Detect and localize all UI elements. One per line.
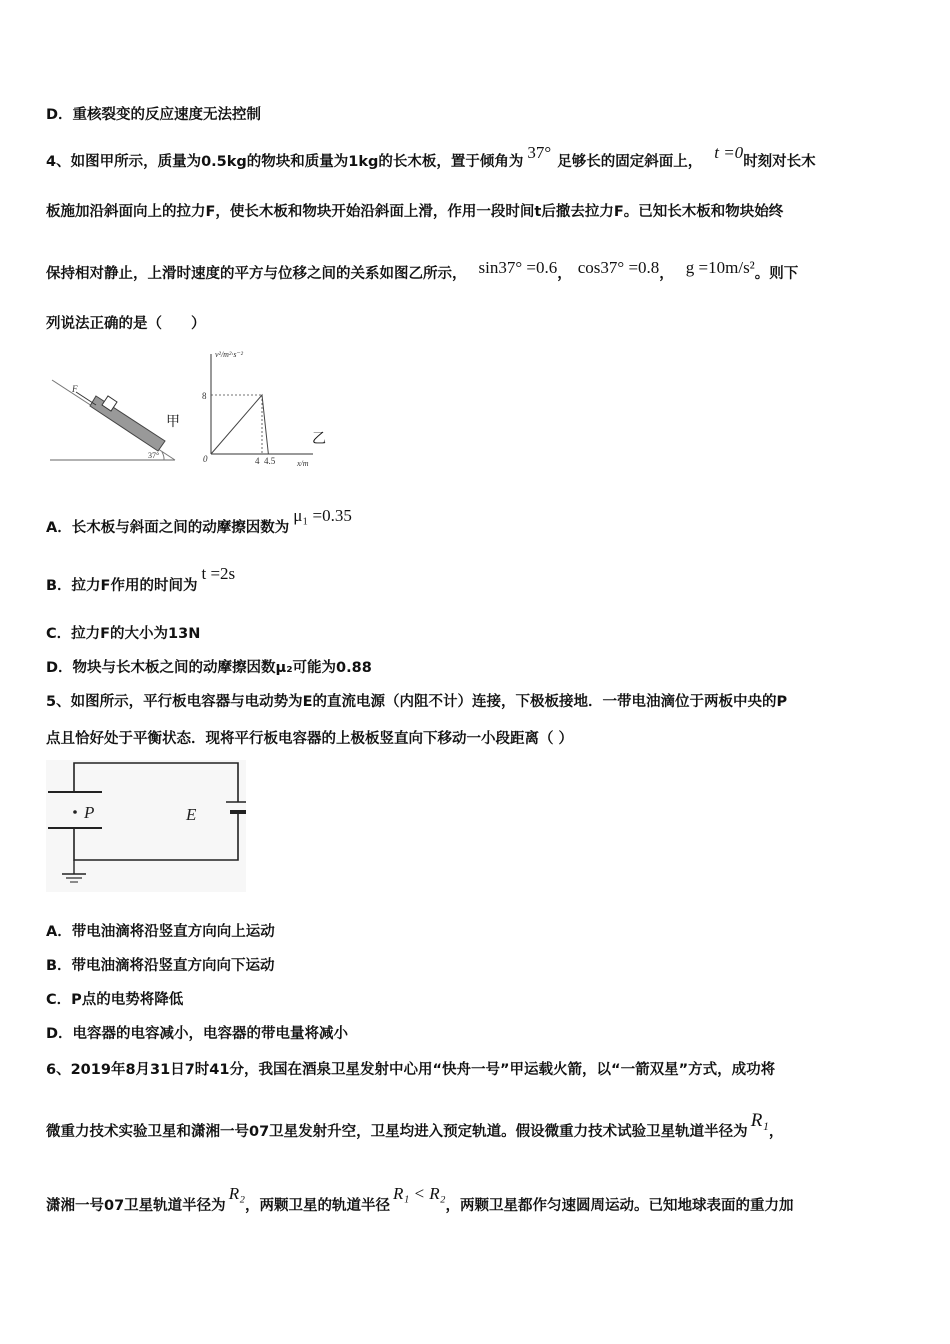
q6-line-3	[46, 1184, 794, 1215]
q4-sep-1: ，	[557, 266, 572, 282]
q4-option-a	[46, 506, 352, 537]
prev-option-d: D．重核裂变的反应速度无法控制	[46, 107, 262, 123]
q4-option-a-math: μ₁ =0.35	[293, 506, 352, 525]
q6-l3a: 潇湘一号07卫星轨道半径为	[46, 1198, 226, 1214]
point-p-label: P	[84, 803, 95, 822]
q5-option-c: C．P点的电势将降低	[46, 992, 184, 1008]
figure-label-yi: 乙	[312, 431, 326, 447]
q4-l3a: 保持相对静止，上滑时速度的平方与位移之间的关系如图乙所示，	[46, 266, 467, 282]
q6-line-1: 6、2019年8月31日7时41分，我国在酒泉卫星发射中心用“快舟一号”甲运载火箭，以“一箭双星”方式，成功将	[46, 1062, 776, 1078]
oil-drop	[73, 810, 77, 814]
force-arrow	[76, 392, 96, 405]
long-board	[90, 396, 165, 451]
q4-l1c: 时刻对长木	[743, 154, 816, 170]
q4-cos: cos37° =0.8	[577, 258, 660, 277]
q5-line-1: 5、如图所示，平行板电容器与电动势为E的直流电源（内阻不计）连接，下极板接地．一带电油滴位于两板中央的P	[46, 694, 788, 710]
q6-line-2	[46, 1110, 784, 1142]
q4-option-b-text: B．拉力F作用的时间为	[46, 578, 198, 594]
force-label: F	[72, 384, 78, 394]
angle-label: 37°	[148, 451, 160, 460]
q4-l1a: 4、如图甲所示，质量为0.5kg的物块和质量为1kg的长木板，置于倾角为	[46, 154, 524, 170]
y-axis-label: v²/m²·s⁻²	[215, 350, 244, 359]
tick-4: 4	[255, 456, 260, 466]
v2-x-line	[211, 395, 268, 454]
tick-4-5: 4.5	[264, 456, 276, 466]
capacitor-circuit	[46, 760, 246, 892]
q4-option-b-math: t =2s	[201, 564, 236, 583]
q4-angle: 37°	[527, 143, 552, 162]
q4-option-d: D．物块与长木板之间的动摩擦因数μ₂可能为0.88	[46, 660, 372, 676]
tick-8: 8	[202, 391, 207, 401]
q4-g: g =10m/s²	[685, 258, 755, 277]
q4-l3b: 。则下	[754, 266, 799, 282]
q6-r2: R₂	[228, 1184, 245, 1203]
q6-l3b: ，两颗卫星的轨道半径	[244, 1198, 390, 1214]
q5-option-b: B．带电油滴将沿竖直方向向下运动	[46, 958, 275, 974]
q4-t0: t =0	[714, 143, 744, 162]
q6-r1: R₁	[750, 1110, 769, 1131]
q4-line-4: 列说法正确的是（ ）	[46, 316, 206, 332]
q5-option-a: A．带电油滴将沿竖直方向向上运动	[46, 924, 275, 940]
q4-option-c: C．拉力F的大小为13N	[46, 626, 201, 642]
emf-label: E	[186, 805, 197, 824]
q6-l2-text: 微重力技术实验卫星和潇湘一号07卫星发射升空，卫星均进入预定轨道。假设微重力技术试验卫星轨道半径为	[46, 1124, 748, 1140]
q5-option-d: D．电容器的电容减小，电容器的带电量将减小	[46, 1026, 349, 1042]
figure-label-jia: 甲	[166, 414, 180, 430]
q4-option-b	[46, 564, 236, 595]
incline-figure	[50, 378, 185, 466]
origin-label: 0	[203, 454, 208, 464]
q6-l2-end: ，	[768, 1124, 784, 1140]
q6-l3c: ，两颗卫星都作匀速圆周运动。已知地球表面的重力加	[445, 1198, 794, 1214]
q6-inequality: R₁ < R₂	[392, 1184, 446, 1203]
q4-line-1	[46, 143, 816, 171]
x-axis-label: x/m	[297, 459, 309, 468]
q5-line-2: 点且恰好处于平衡状态．现将平行板电容器的上极板竖直向下移动一小段距离（ ）	[46, 731, 574, 747]
q4-sin: sin37° =0.6	[478, 258, 558, 277]
q4-option-a-text: A．长木板与斜面之间的动摩擦因数为	[46, 520, 290, 536]
q4-sep-2: ，	[659, 266, 674, 282]
q4-l1b: 足够长的固定斜面上，	[557, 154, 703, 170]
v2-x-graph	[195, 348, 335, 470]
q4-line-3	[46, 258, 799, 283]
q4-line-2: 板施加沿斜面向上的拉力F，使长木板和物块开始沿斜面上滑，作用一段时间t后撤去拉力F。已知长木板和物块始终	[46, 204, 784, 220]
